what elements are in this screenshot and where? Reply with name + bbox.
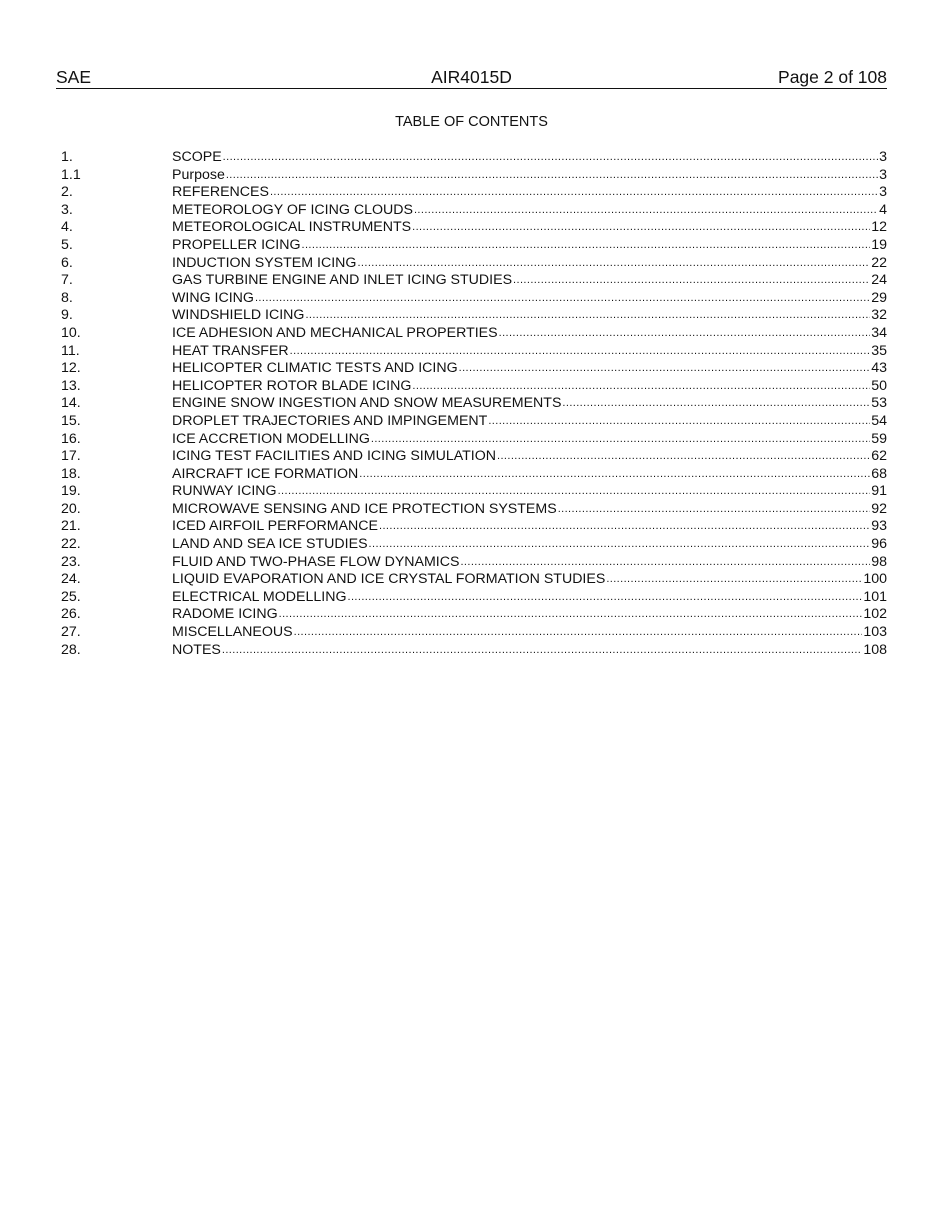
toc-entry[interactable]: [61, 307, 887, 325]
toc-entry-number: 7.: [61, 272, 73, 289]
toc-entry-title: AIRCRAFT ICE FORMATION: [172, 465, 359, 482]
toc-entry-title: ICE ACCRETION MODELLING: [172, 430, 370, 447]
toc-entry[interactable]: [61, 642, 887, 660]
toc-entry-number: 4.: [61, 219, 73, 236]
toc-entry-title: ENGINE SNOW INGESTION AND SNOW MEASUREMENTS: [172, 395, 562, 412]
toc-entry[interactable]: [61, 413, 887, 431]
toc-entry[interactable]: [61, 184, 887, 202]
toc-entry-number: 15.: [61, 412, 81, 429]
toc-entry[interactable]: [61, 536, 887, 554]
toc-dot-leader: [359, 465, 870, 484]
toc-dot-leader: [305, 306, 870, 325]
toc-dot-leader: [412, 218, 870, 237]
toc-dot-leader: [488, 412, 870, 431]
table-of-contents: [61, 149, 887, 659]
toc-entry-page: 3: [879, 184, 887, 201]
toc-entry-page: 24: [871, 272, 887, 289]
toc-entry-page: 3: [879, 166, 887, 183]
toc-entry[interactable]: [61, 466, 887, 484]
toc-entry-title: DROPLET TRAJECTORIES AND IMPINGEMENT: [172, 412, 488, 429]
toc-entry-title: ICED AIRFOIL PERFORMANCE: [172, 518, 379, 535]
toc-entry-title: METEOROLOGICAL INSTRUMENTS: [172, 219, 412, 236]
toc-entry-number: 27.: [61, 624, 81, 641]
toc-entry-title: ELECTRICAL MODELLING: [172, 588, 347, 605]
toc-entry-number: 19.: [61, 483, 81, 500]
toc-entry-page: 108: [863, 641, 887, 658]
toc-entry-page: 59: [871, 430, 887, 447]
toc-entry-number: 1.: [61, 149, 73, 165]
toc-entry-page: 62: [871, 448, 887, 465]
toc-entry-page: 91: [871, 483, 887, 500]
toc-entry-page: 98: [871, 553, 887, 570]
page-number: Page 2 of 108: [778, 67, 887, 87]
toc-entry-number: 28.: [61, 641, 81, 658]
toc-entry-number: 10.: [61, 324, 81, 341]
toc-entry-title: FLUID AND TWO-PHASE FLOW DYNAMICS: [172, 553, 460, 570]
toc-dot-leader: [270, 183, 878, 202]
toc-entry-number: 1.1: [61, 166, 81, 183]
toc-entry-number: 22.: [61, 536, 81, 553]
toc-entry-title: HEAT TRANSFER: [172, 342, 289, 359]
toc-entry-page: 101: [863, 588, 887, 605]
toc-entry-page: 103: [863, 624, 887, 641]
toc-entry-page: 50: [871, 377, 887, 394]
toc-dot-leader: [497, 447, 870, 466]
toc-entry-page: 12: [871, 219, 887, 236]
toc-entry-page: 32: [871, 307, 887, 324]
toc-entry[interactable]: [61, 255, 887, 273]
toc-entry-page: 68: [871, 465, 887, 482]
toc-entry-number: 26.: [61, 606, 81, 623]
toc-entry[interactable]: [61, 431, 887, 449]
toc-entry-page: 53: [871, 395, 887, 412]
toc-entry-title: ICE ADHESION AND MECHANICAL PROPERTIES: [172, 324, 498, 341]
toc-entry[interactable]: [61, 237, 887, 255]
toc-entry[interactable]: [61, 290, 887, 308]
toc-entry-title: MISCELLANEOUS: [172, 624, 293, 641]
toc-entry-title: NOTES: [172, 641, 221, 658]
toc-entry[interactable]: [61, 501, 887, 519]
toc-entry-number: 24.: [61, 571, 81, 588]
toc-dot-leader: [513, 271, 870, 290]
toc-heading: TABLE OF CONTENTS: [395, 114, 548, 130]
toc-dot-leader: [412, 377, 870, 396]
toc-dot-leader: [279, 605, 863, 624]
toc-dot-leader: [357, 254, 870, 273]
toc-dot-leader: [414, 201, 878, 220]
toc-entry-number: 25.: [61, 588, 81, 605]
toc-entry-number: 5.: [61, 236, 73, 253]
toc-entry[interactable]: [61, 272, 887, 290]
toc-entry-number: 16.: [61, 430, 81, 447]
toc-dot-leader: [290, 342, 871, 361]
toc-entry-page: 96: [871, 536, 887, 553]
toc-entry-title: HELICOPTER ROTOR BLADE ICING: [172, 377, 412, 394]
toc-entry-title: LIQUID EVAPORATION AND ICE CRYSTAL FORMATION STUDIES: [172, 571, 606, 588]
toc-dot-leader: [226, 166, 878, 185]
toc-dot-leader: [562, 394, 870, 413]
toc-entry-number: 12.: [61, 360, 81, 377]
toc-entry-title: INDUCTION SYSTEM ICING: [172, 254, 357, 271]
toc-dot-leader: [294, 623, 863, 642]
toc-dot-leader: [348, 588, 863, 607]
toc-entry[interactable]: [61, 571, 887, 589]
toc-entry[interactable]: [61, 518, 887, 536]
toc-dot-leader: [371, 430, 870, 449]
toc-entry-title: HELICOPTER CLIMATIC TESTS AND ICING: [172, 360, 458, 377]
toc-entry[interactable]: [61, 219, 887, 237]
toc-entry-page: 43: [871, 360, 887, 377]
toc-dot-leader: [606, 570, 862, 589]
toc-dot-leader: [222, 641, 862, 660]
toc-entry[interactable]: [61, 554, 887, 572]
toc-entry-title: MICROWAVE SENSING AND ICE PROTECTION SYSTEMS: [172, 500, 557, 517]
toc-entry-page: 29: [871, 289, 887, 306]
toc-dot-leader: [379, 517, 870, 536]
toc-entry-page: 34: [871, 324, 887, 341]
toc-entry[interactable]: [61, 343, 887, 361]
toc-entry-title: METEOROLOGY OF ICING CLOUDS: [172, 201, 413, 218]
toc-entry-title: RADOME ICING: [172, 606, 278, 623]
toc-entry-page: 93: [871, 518, 887, 535]
toc-entry-title: WING ICING: [172, 289, 254, 306]
toc-entry-page: 22: [871, 254, 887, 271]
toc-entry[interactable]: [61, 624, 887, 642]
toc-entry-title: RUNWAY ICING: [172, 483, 277, 500]
toc-entry[interactable]: [61, 202, 887, 220]
toc-dot-leader: [223, 148, 878, 167]
document-number: AIR4015D: [431, 67, 512, 87]
toc-dot-leader: [460, 553, 870, 572]
toc-entry-number: 3.: [61, 201, 73, 218]
toc-entry-number: 20.: [61, 500, 81, 517]
toc-entry-title: SCOPE: [172, 149, 222, 165]
toc-entry-page: 4: [879, 201, 887, 218]
toc-entry-page: 3: [879, 149, 887, 165]
toc-entry-number: 6.: [61, 254, 73, 271]
toc-entry[interactable]: [61, 378, 887, 396]
toc-entry[interactable]: [61, 448, 887, 466]
toc-entry-number: 21.: [61, 518, 81, 535]
toc-dot-leader: [499, 324, 871, 343]
toc-entry-title: GAS TURBINE ENGINE AND INLET ICING STUDIES: [172, 272, 513, 289]
toc-entry[interactable]: [61, 606, 887, 624]
toc-entry-page: 92: [871, 500, 887, 517]
toc-entry-number: 2.: [61, 184, 73, 201]
organization-name: SAE: [56, 67, 92, 87]
toc-entry-page: 19: [871, 236, 887, 253]
page-header: [56, 66, 887, 89]
toc-dot-leader: [255, 289, 870, 308]
toc-dot-leader: [278, 482, 871, 501]
toc-entry-page: 54: [871, 412, 887, 429]
toc-entry-number: 14.: [61, 395, 81, 412]
toc-entry-title: Purpose: [172, 166, 225, 183]
toc-entry[interactable]: [61, 325, 887, 343]
toc-entry-number: 13.: [61, 377, 81, 394]
toc-entry[interactable]: [61, 589, 887, 607]
toc-entry-title: LAND AND SEA ICE STUDIES: [172, 536, 368, 553]
toc-entry-number: 9.: [61, 307, 73, 324]
toc-entry-page: 100: [863, 571, 887, 588]
toc-dot-leader: [558, 500, 871, 519]
toc-dot-leader: [459, 359, 871, 378]
toc-entry-title: PROPELLER ICING: [172, 236, 301, 253]
toc-entry-page: 102: [863, 606, 887, 623]
toc-entry-page: 35: [871, 342, 887, 359]
toc-entry[interactable]: [61, 395, 887, 413]
toc-entry-number: 17.: [61, 448, 81, 465]
toc-dot-leader: [369, 535, 871, 554]
toc-entry-number: 18.: [61, 465, 81, 482]
toc-entry-number: 23.: [61, 553, 81, 570]
toc-entry-number: 11.: [61, 342, 80, 359]
toc-dot-leader: [302, 236, 871, 255]
toc-entry-title: ICING TEST FACILITIES AND ICING SIMULATION: [172, 448, 497, 465]
toc-entry[interactable]: [61, 149, 887, 167]
toc-entry[interactable]: [61, 167, 887, 185]
toc-entry-title: WINDSHIELD ICING: [172, 307, 305, 324]
toc-entry-number: 8.: [61, 289, 73, 306]
toc-entry-title: REFERENCES: [172, 184, 269, 201]
toc-entry[interactable]: [61, 483, 887, 501]
toc-entry[interactable]: [61, 360, 887, 378]
